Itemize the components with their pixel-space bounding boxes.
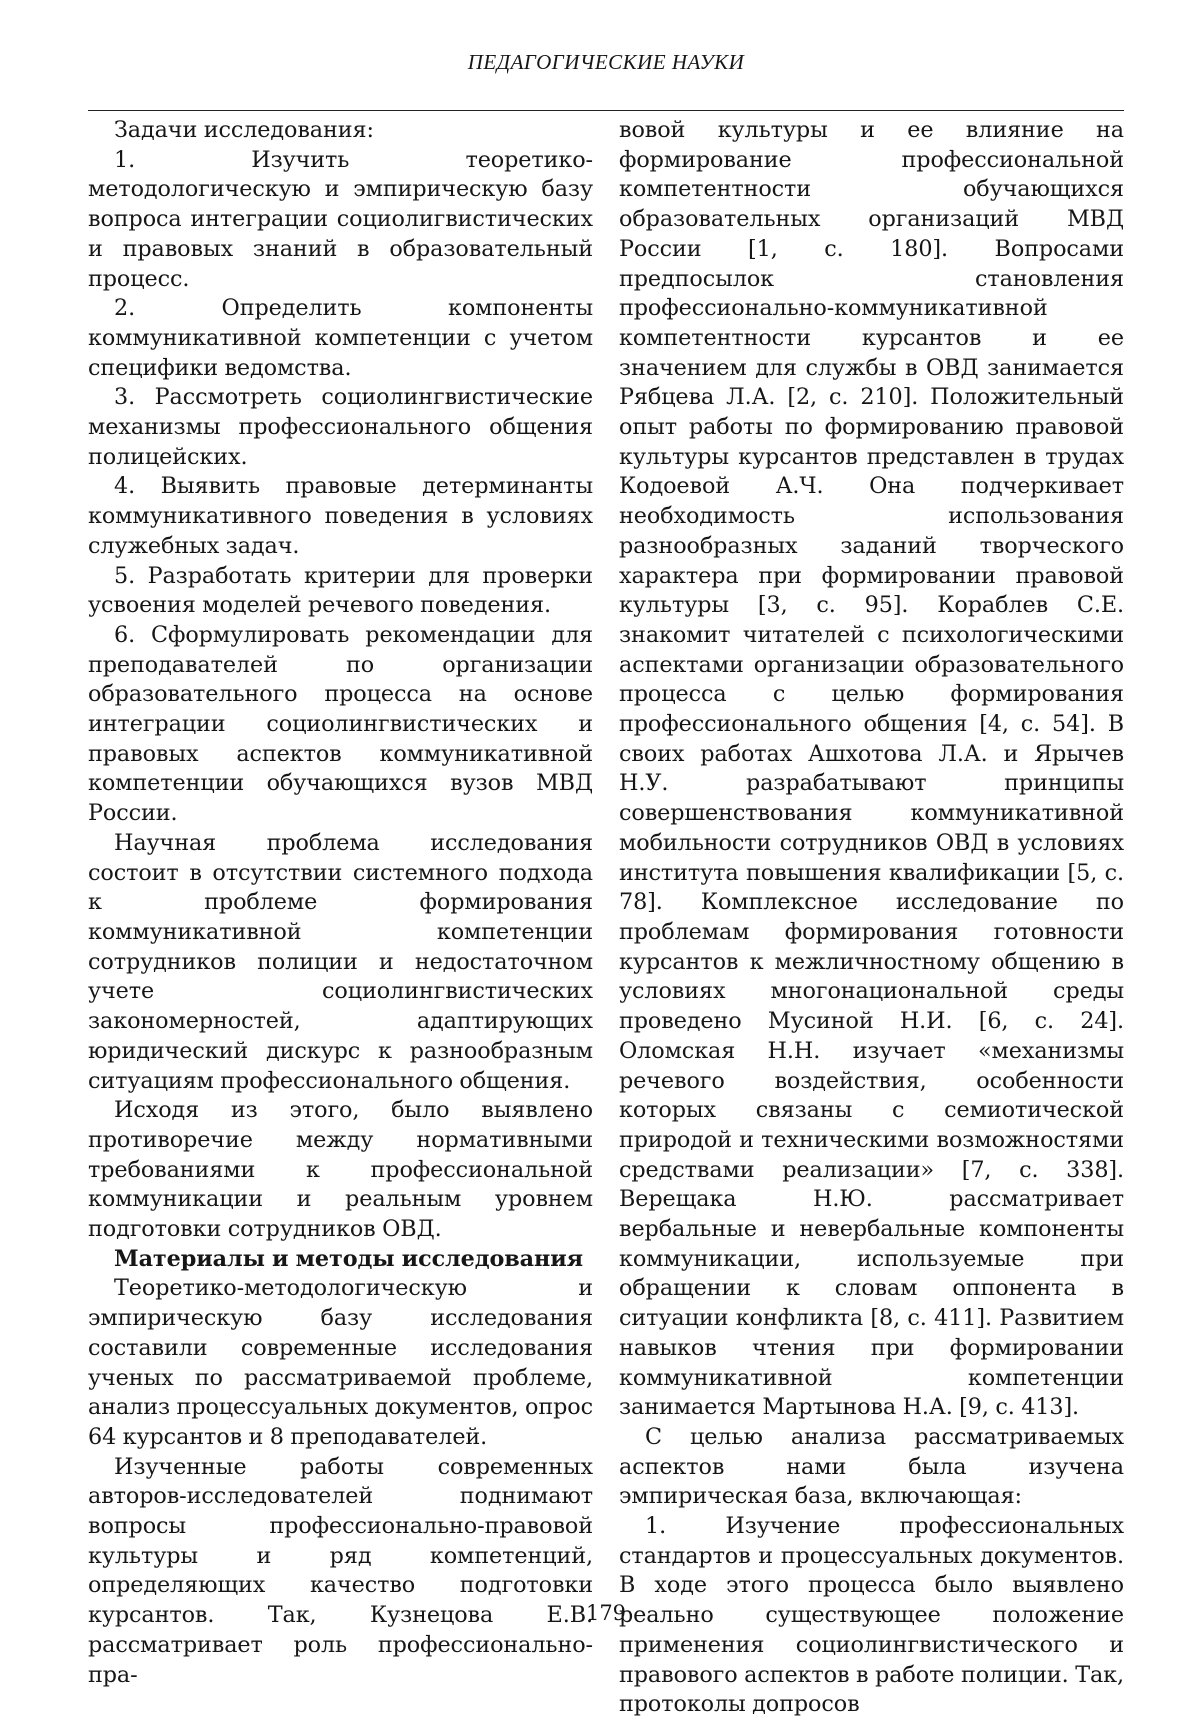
task-item-1: 1. Изучить теоретико-методологическую и эмпирическую базу вопроса интеграции социолигвистических и правовых знаний в образовательный процесс.	[88, 146, 593, 292]
task-item-5: 5. Разработать критерии для проверки усвоения моделей речевого поведения.	[88, 562, 593, 619]
right-column	[619, 116, 1124, 1720]
left-column	[88, 116, 593, 1690]
paragraph: 1. Изучение профессиональных стандартов и процессуальных документов. В ходе этого процесса было выявлено реально существующее положение применения социолингвистического и правового аспектов в работе полиции. Так, протоколы допросов	[619, 1513, 1124, 1718]
paragraph: Изученные работы современных авторов-исследователей поднимают вопросы профессионально-правовой культуры и ряд компетенций, определяющих качество подготовки курсантов. Так, Кузнецова Е.В. рассматривает роль профессионально-пра-	[88, 1453, 593, 1688]
paragraph: Исходя из этого, было выявлено противоречие между нормативными требованиями к профессиональной коммуникации и реальным уровнем подготовки сотрудников ОВД.	[88, 1097, 593, 1243]
running-header: ПЕДАГОГИЧЕСКИЕ НАУКИ	[467, 50, 745, 74]
task-item-3: 3. Рассмотреть социолингвистические механизмы профессионального общения полицейских.	[88, 384, 593, 470]
page-number: 179	[585, 1601, 627, 1625]
paragraph: С целью анализа рассматриваемых аспектов нами была изучена эмпирическая база, включающая:	[619, 1423, 1124, 1510]
paragraph: вовой культуры и ее влияние на формирование профессиональной компетентности обучающихся образовательных организаций МВД России [1, с. 180]. Вопросами предпосылок становления профессионально-коммуникативной компетентности курсантов и ее значением для службы в ОВД занимается Рябцева Л.А. [2, с. 210]. Положительный опыт работы по формированию правовой культуры курсантов представлен в трудах Кодоевой А.Ч. Она подчеркивает необходимость использования разнообразных заданий творческого характера при формировании правовой культуры [3, с. 95]. Кораблев С.Е. знакомит читателей с психологическими аспектами организации образовательного процесса с целью формирования профессионального общения [4, с. 54]. В своих работах Ашхотова Л.А. и Ярычев Н.У. разрабатывают принципы совершенствования коммуникативной мобильности сотрудников ОВД в условиях института повышения квалификации [5, с. 78]. Комплексное исследование по проблемам формирования готовности курсантов к межличностному общению в условиях многонациональной среды проведено Мусиной Н.И. [6, с. 24]. Оломская Н.Н. изучает «механизмы речевого воздействия, особенности которых связаны с семиотической природой и техническими возможностями средствами реализации» [7, с. 338]. Верещака Н.Ю. рассматривает вербальные и невербальные компоненты коммуникации, используемые при обращении к словам оппонента в ситуации конфликта [8, с. 411]. Развитием навыков чтения при формировании коммуникативной компетенции занимается Мартынова Н.А. [9, с. 413].	[619, 117, 1124, 1421]
paragraph: Задачи исследования:	[114, 117, 374, 143]
header-rule	[88, 110, 1124, 111]
task-item-2: 2. Определить компоненты коммуникативной компетенции с учетом специфики ведомства.	[88, 295, 593, 381]
paragraph: Научная проблема исследования состоит в отсутствии системного подхода к проблеме формирования коммуникативной компетенции сотрудников полиции и недостаточном учете социолингвистических закономерностей, адаптирующих юридический дискурс к разнообразным ситуациям профессионального общения.	[88, 829, 593, 1094]
task-item-4: 4. Выявить правовые детерминанты коммуникативного поведения в условиях служебных задач.	[88, 473, 593, 559]
section-heading: Материалы и методы исследования	[114, 1245, 584, 1272]
paragraph: Теоретико-методологическую и эмпирическую базу исследования составили современные исследования ученых по рассматриваемой проблеме, анализ процессуальных документов, опрос 64 курсантов и 8 преподавателей.	[88, 1275, 593, 1450]
task-item-6: 6. Сформулировать рекомендации для преподавателей по организации образовательного процесса на основе интеграции социолингвистических и правовых аспектов коммуникативной компетенции обучающихся вузов МВД России.	[88, 621, 593, 827]
